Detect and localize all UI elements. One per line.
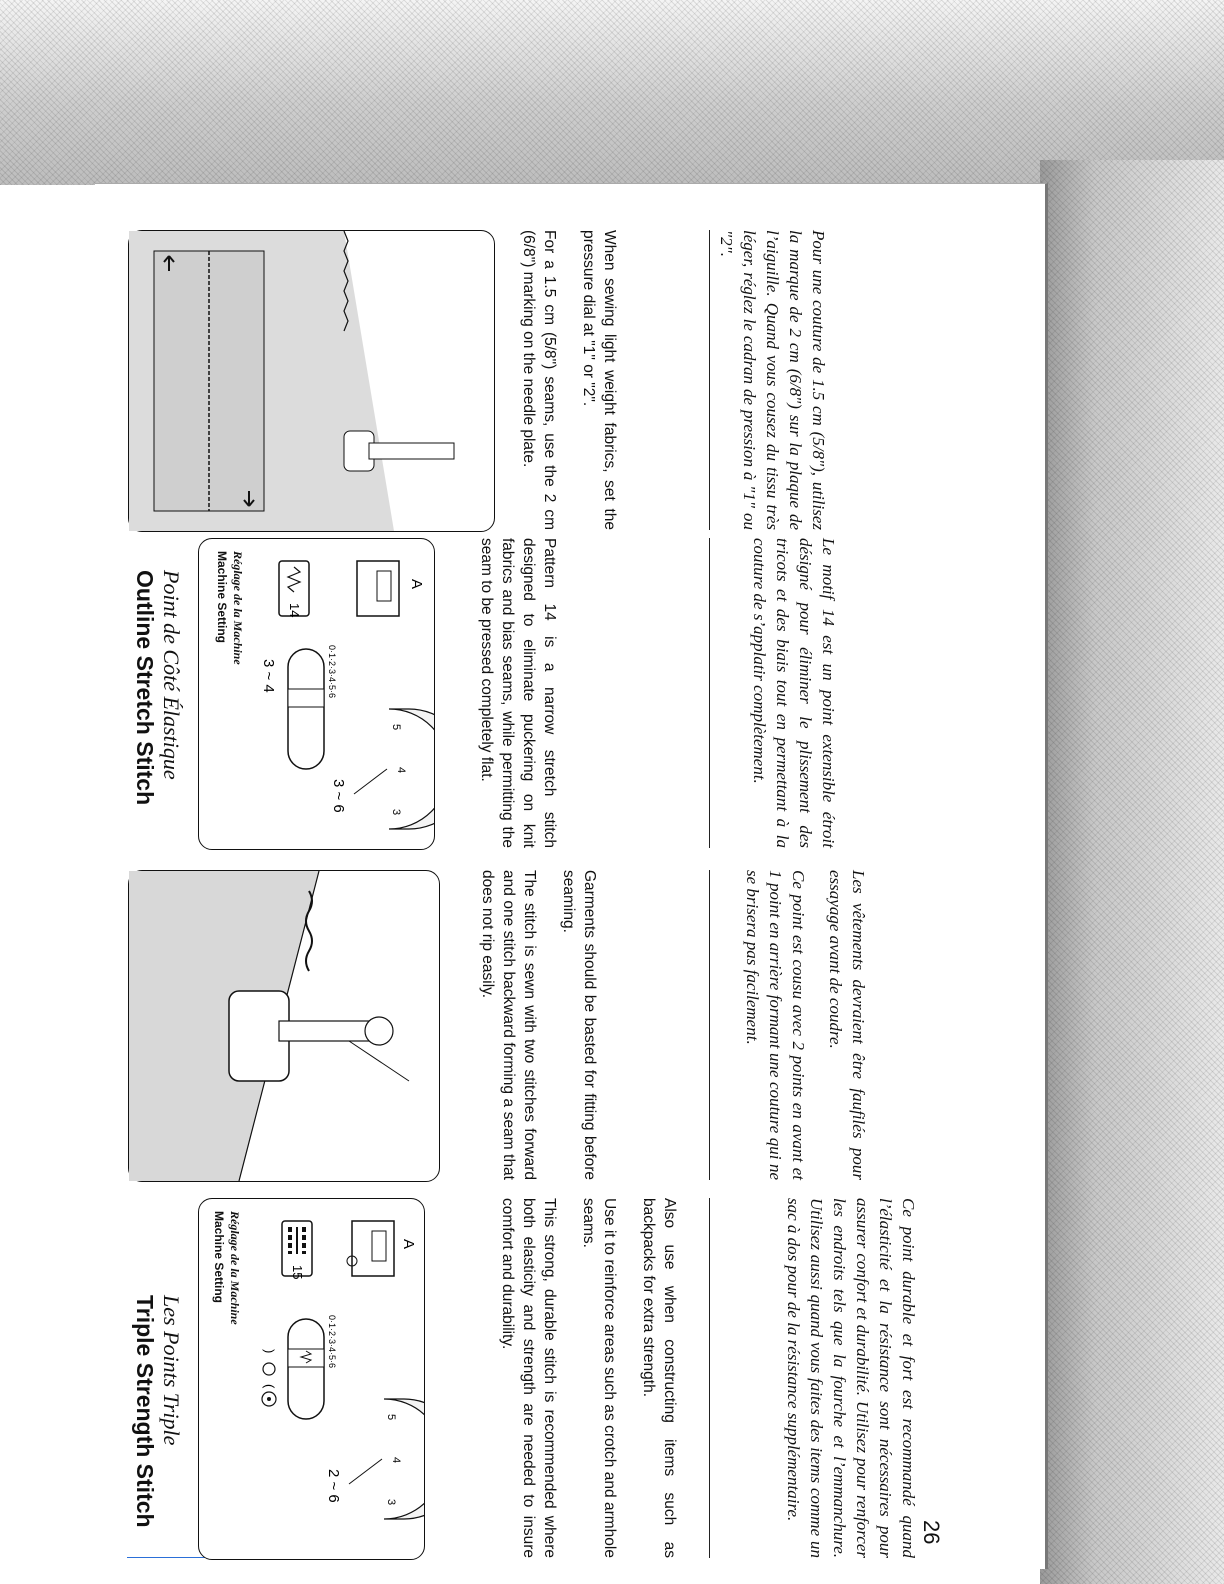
- triple-title-en: Triple Strength Stitch: [132, 1295, 158, 1528]
- outline-title-fr: Point de Côté Élastique: [159, 570, 184, 780]
- outline-body-fr: Le motif 14 est un point extensible étroit désigné pour éliminer le plissement des tricots et des biais tout en permettant à la couture de s’applatir complètement.: [750, 538, 838, 848]
- right-body-en-1: For a 1.5 cm (5/8") seams, use the 2 cm (6/8") marking on the needle plate.: [520, 230, 558, 530]
- outline-title-en: Outline Stretch Stitch: [132, 570, 158, 806]
- outline-setting-diagram: [199, 539, 434, 849]
- middle-body-fr-2: Les vêtements devraient être faufilés pour essayage avant de coudre.: [826, 870, 868, 1180]
- fabric-seam-drawing: [129, 231, 494, 531]
- outline-setting-box: [198, 538, 435, 850]
- outline-machine-setting-label: Machine Setting: [215, 551, 229, 644]
- machine-icon: [357, 561, 399, 616]
- svg-text:(: (: [262, 1384, 277, 1389]
- manual-page: [110, 190, 1040, 1570]
- triple-setting-diagram: [199, 1199, 424, 1559]
- triple-machine-setting-label-fr: Réglage de la Machine: [228, 1211, 242, 1325]
- triple-setting-box: [198, 1198, 425, 1560]
- triple-body-en-3: Also use when constructing items such as backpacks for extra strength.: [640, 1198, 678, 1558]
- triple-foot-label: A: [400, 1239, 417, 1250]
- triple-machine-setting-label: Machine Setting: [212, 1211, 226, 1304]
- pressure-dial: [354, 709, 434, 829]
- middle-body-en-1: The stitch is sewn with two stitches forward and one stitch backward forming a seam that does not rip easily.: [479, 870, 538, 1180]
- divider-rule: [709, 538, 710, 848]
- scan-background-top: [0, 0, 1224, 185]
- triple-body-en-2: Use it to reinforce areas such as crotch and armhole seams.: [580, 1198, 618, 1558]
- svg-text:3: 3: [390, 809, 402, 816]
- outline-pattern-number: 14: [287, 603, 302, 618]
- stitch-width-scale: [288, 649, 324, 769]
- stitch-width-scale: [288, 1319, 324, 1419]
- pressure-dial: [349, 1399, 424, 1519]
- svg-text:3: 3: [385, 1499, 397, 1506]
- page-number: 26: [919, 1520, 944, 1545]
- scan-background-right: [1040, 160, 1224, 1584]
- triple-pattern-number: 15: [290, 1265, 305, 1280]
- svg-text:4: 4: [395, 767, 407, 774]
- divider-rule: [709, 870, 710, 1180]
- middle-illustration: [128, 870, 440, 1182]
- svg-text:0·1·2·3·4·5·6: 0·1·2·3·4·5·6: [327, 645, 337, 699]
- scale-ticks: 0·1·2·3·4·5·6: [327, 1315, 337, 1369]
- sewing-foot-drawing: [129, 871, 439, 1181]
- outline-machine-setting-label-fr: Réglage de la Machine: [231, 551, 245, 665]
- divider-rule: [709, 1198, 710, 1558]
- svg-text:4: 4: [390, 1457, 402, 1464]
- triple-body-fr: Ce point durable et fort est recommandé quand l’élasticité et la résistance sont nécessaires pour assurer confort et durabilité. Utilisez pour renforcer les endroits tels que la fourche et l’emmanchure. Utilisez aussi quand vous faites des items comme un sac à dos pour de la résistance supplémentaire.: [784, 1198, 918, 1558]
- outline-pressure-range: 3 ~ 6: [330, 779, 347, 813]
- svg-text:5: 5: [385, 1414, 397, 1421]
- triple-pressure-range: 2 ~ 6: [325, 1469, 342, 1503]
- outline-body-en: Pattern 14 is a narrow stretch stitch designed to eliminate puckering on knit fabrics and bias seams, while permitting the seam to be pressed completely flat.: [478, 538, 558, 848]
- right-body-en-2: When sewing light weight fabrics, set the pressure dial at "1" or "2".: [580, 230, 618, 530]
- svg-text:5: 5: [390, 724, 402, 731]
- right-illustration: [128, 230, 495, 532]
- svg-text:): ): [262, 1349, 277, 1354]
- middle-body-fr-1: Ce point est cousu avec 2 points en avant et 1 point en arrière formant une couture qui ne se brisera pas facilement.: [743, 870, 808, 1180]
- divider-rule: [709, 230, 710, 530]
- triple-title-fr: Les Points Triple: [159, 1295, 184, 1446]
- right-body-fr: Pour une couture de 1.5 cm (5/8"), utilisez la marque de 2 cm (6/8") sur la plaque de l’aiguille. Quand vous cousez du tissu très léger, réglez le cadran de pression à "1" ou "2".: [717, 230, 828, 530]
- middle-body-en-2: Garments should be basted for fitting before seaming.: [560, 870, 598, 1180]
- outline-foot-label: A: [408, 579, 425, 590]
- machine-icon: [347, 1221, 394, 1276]
- triple-body-en-1: This strong, durable stitch is recommended where both elasticity and strength are needed to insure comfort and durability.: [499, 1198, 558, 1558]
- outline-width-range: 3 ~ 4: [260, 659, 277, 693]
